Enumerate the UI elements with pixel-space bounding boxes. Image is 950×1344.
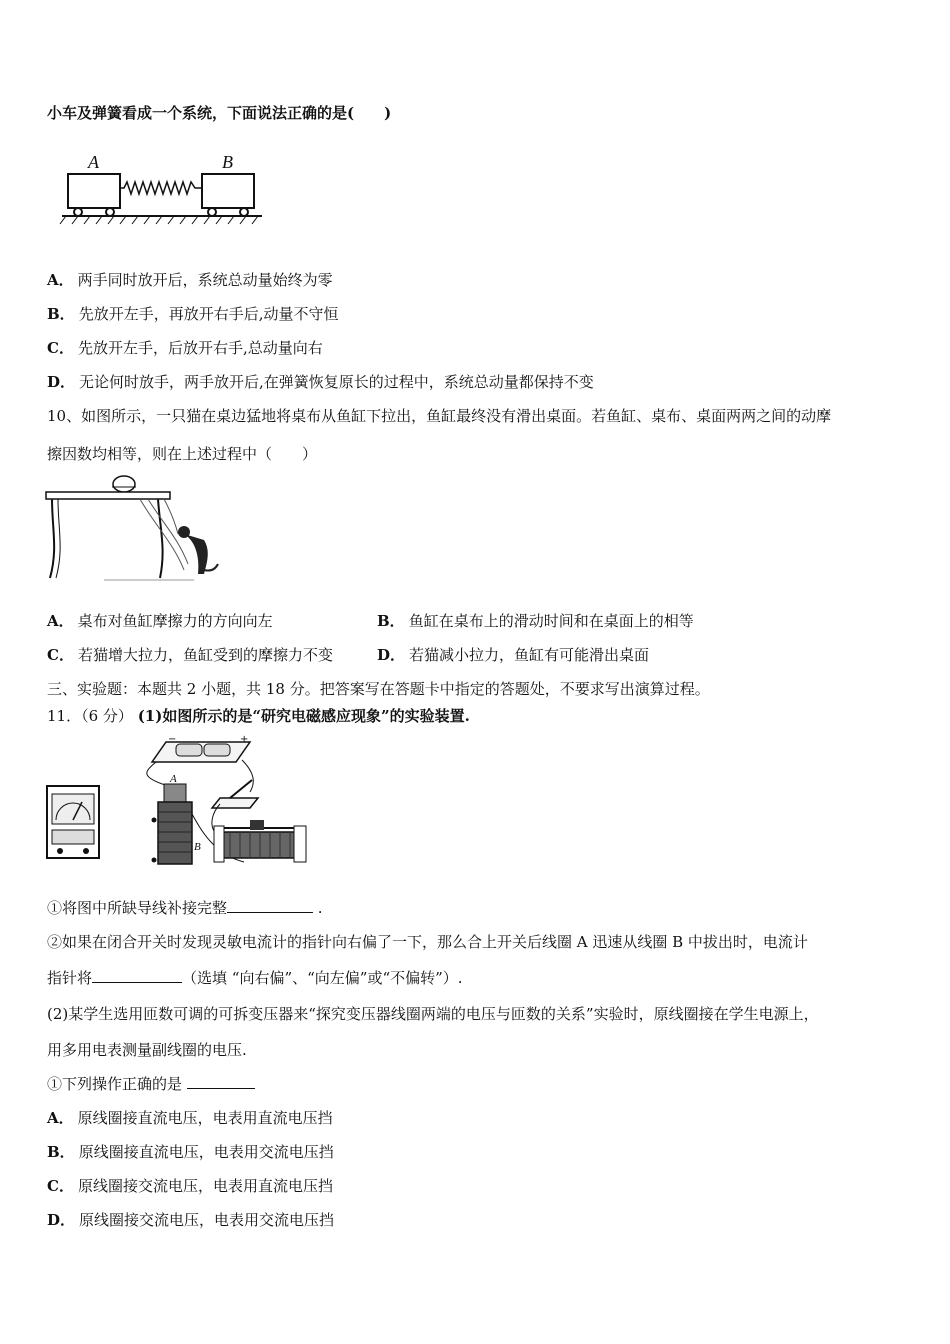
cat-tablecloth-figure (44, 474, 224, 586)
q11-part2-sub1: ①下列操作正确的是 (47, 1074, 255, 1094)
q11-option-d: D． 原线圈接交流电压，电表用交流电压挡 (47, 1211, 335, 1229)
battery-plus-label: + (240, 734, 249, 745)
answer-blank[interactable] (187, 1074, 255, 1089)
battery-minus-label: − (168, 734, 177, 745)
cart-b-label: B (222, 152, 233, 172)
induction-apparatus-figure (44, 732, 314, 868)
q11-part2-line2: 用多用电表测量副线圈的电压. (47, 1041, 247, 1059)
answer-blank[interactable] (227, 898, 313, 913)
section3-heading: 三、实验题：本题共 2 小题，共 18 分。把答案写在答题卡中指定的答题处，不要求写出演算过程。 (47, 680, 710, 698)
q9-stem: 小车及弹簧看成一个系统，下面说法正确的是( ) (47, 104, 392, 122)
coil-b-label: B (194, 841, 201, 853)
q9-option-d: D． 无论何时放手，两手放开后,在弹簧恢复原长的过程中，系统总动量都保持不变 (47, 373, 594, 391)
q10-option-b: B． 鱼缸在桌布上的滑动时间和在桌面上的相等 (377, 612, 694, 630)
q9-option-b: B． 先放开左手，再放开右手后,动量不守恒 (47, 305, 339, 323)
q11-option-c: C． 原线圈接交流电压，电表用直流电压挡 (47, 1177, 333, 1195)
q9-option-a: A． 两手同时放开后，系统总动量始终为零 (47, 271, 333, 289)
q11-part1-intro: (1)如图所示的是“研究电磁感应现象”的实验装置. (137, 707, 470, 725)
coil-a-label: A (170, 773, 177, 785)
q10-option-a: A． 桌布对鱼缸摩擦力的方向向左 (47, 612, 273, 630)
q11-option-b: B． 原线圈接直流电压，电表用交流电压挡 (47, 1143, 334, 1161)
q11-heading (47, 706, 470, 726)
q11-sub1: ①将图中所缺导线补接完整 . (47, 899, 323, 917)
q11-part2-line1: (2)某学生选用匝数可调的可拆变压器来“探究变压器线圈两端的电压与匝数的关系”实验时，原线圈接在学生电源上， (47, 1005, 819, 1023)
q10-option-c: C． 若猫增大拉力，鱼缸受到的摩擦力不变 (47, 646, 333, 664)
cart-spring-figure (58, 148, 268, 228)
q11-option-a: A． 原线圈接直流电压，电表用直流电压挡 (47, 1109, 333, 1127)
answer-blank[interactable] (92, 968, 182, 983)
q11-sub2-line2: 指针将 （选填 “向右偏”、“向左偏”或“不偏转”）. (47, 969, 463, 987)
q9-option-c: C． 先放开左手，后放开右手,总动量向右 (47, 339, 323, 357)
q11-number: 11．（6 分） (47, 707, 133, 725)
q10-stem-line1: 10、如图所示，一只猫在桌边猛地将桌布从鱼缸下拉出，鱼缸最终没有滑出桌面。若鱼缸、桌布、桌面两两之间的动摩 (47, 407, 832, 425)
q11-sub2-line1: ②如果在闭合开关时发现灵敏电流计的指针向右偏了一下，那么合上开关后线圈 A 迅速从线圈 B 中拔出时，电流计 (47, 933, 808, 951)
cart-a-label: A (88, 152, 99, 172)
q10-stem-line2: 擦因数均相等，则在上述过程中（ ） (47, 445, 318, 463)
q10-option-d: D． 若猫减小拉力，鱼缸有可能滑出桌面 (377, 646, 650, 664)
